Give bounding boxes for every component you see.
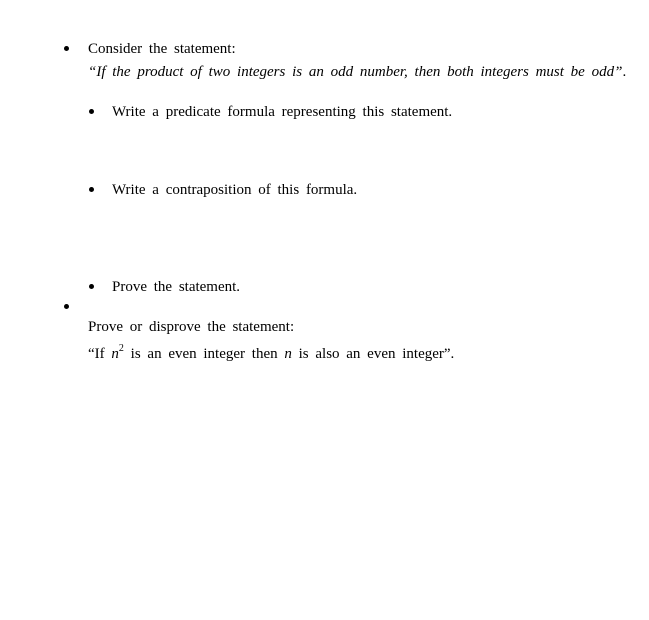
bullet-item-1	[64, 46, 69, 51]
item-1-quote-line	[88, 63, 626, 81]
math-var-n: n	[111, 346, 119, 362]
subitem-prove: Prove the statement.	[112, 279, 241, 295]
item-2-quote-mid: is an even integer then	[123, 346, 285, 362]
math-var-n-2: n	[284, 346, 292, 362]
item-2-quote-open: “If	[88, 346, 112, 362]
subitem-contraposition: Write a contraposition of this formula.	[112, 182, 358, 198]
bullet-subitem-1	[89, 109, 94, 114]
item-2-quote-end: is also an even integer”.	[291, 346, 455, 362]
item-1-quote-end: .	[622, 64, 627, 80]
bullet-item-2	[64, 304, 69, 309]
bullet-subitem-2	[89, 187, 94, 192]
item-2-intro: Prove or disprove the statement:	[88, 319, 295, 335]
math-exponent: 2	[118, 343, 124, 354]
math-n-squared	[111, 343, 124, 362]
item-2-quote	[88, 345, 454, 365]
subitem-predicate-formula: Write a predicate formula representing this statement.	[112, 104, 453, 120]
bullet-subitem-3	[89, 284, 94, 289]
item-1-quote: “If the product of two integers is an odd number, then both integers must be odd”	[88, 64, 623, 80]
item-1-intro: Consider the statement:	[88, 41, 236, 57]
